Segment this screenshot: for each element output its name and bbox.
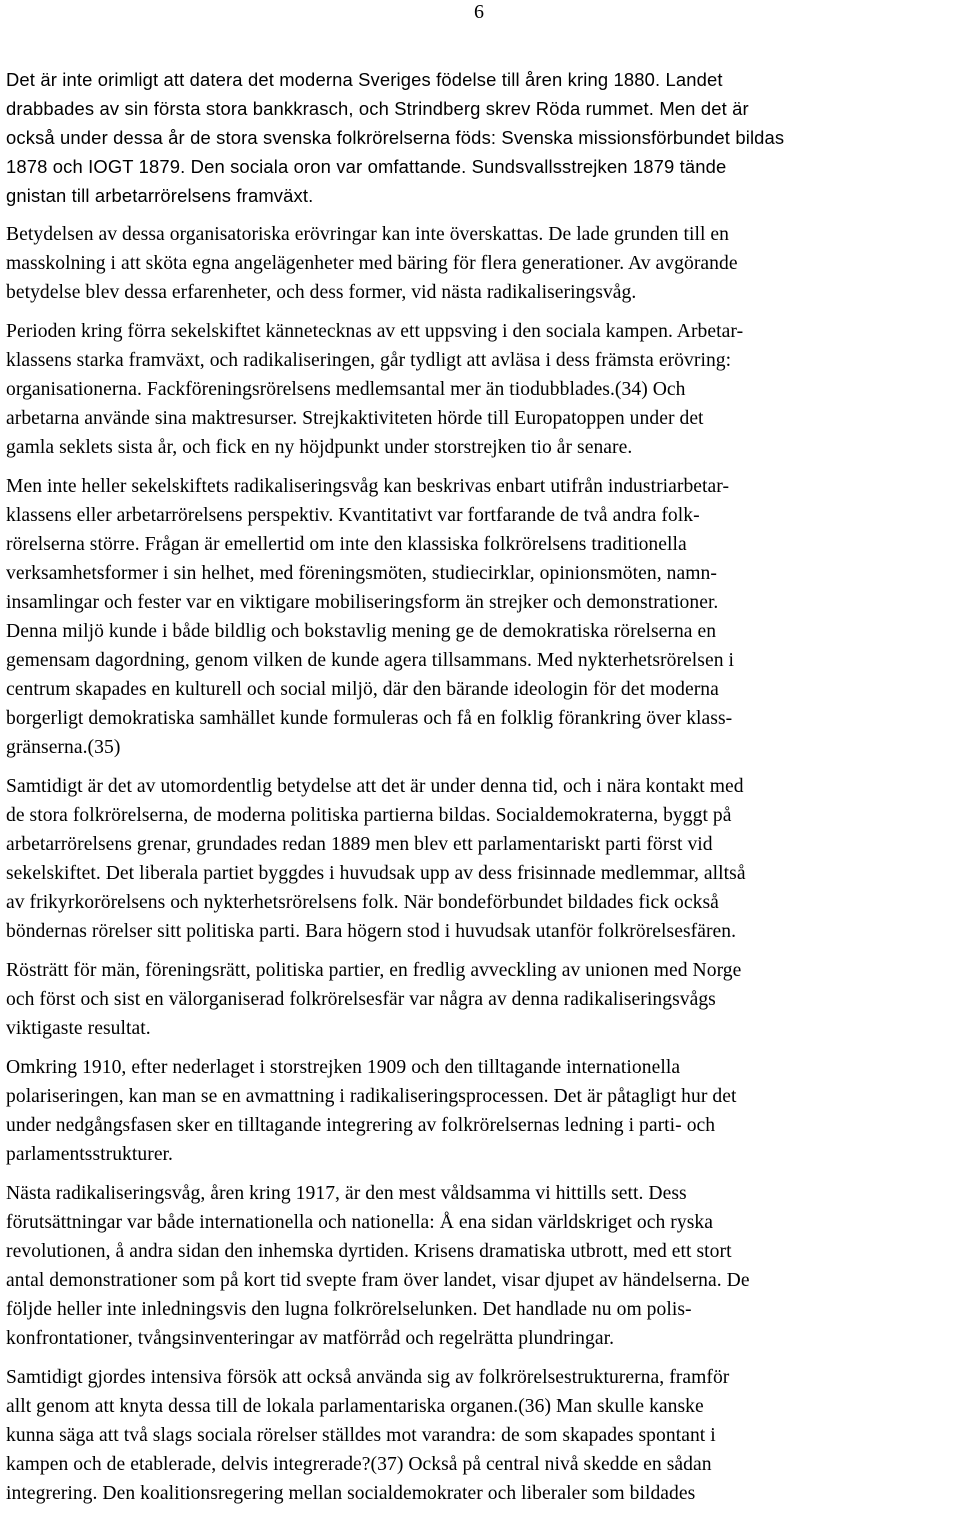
text-line: också under dessa år de stora svenska folkrörelserna föds: Svenska missionsförbundet bildas	[6, 127, 785, 148]
text-line: Rösträtt för män, föreningsrätt, politiska partier, en fredlig avveckling av unionen med Norge	[6, 960, 742, 981]
text-line: böndernas rörelser sitt politiska parti. Bara högern stod i huvudsak utanför folkrörelsesfären.	[6, 921, 737, 942]
text-line: konfrontationer, tvångsinventeringar av matförråd och regelrätta plundringar.	[6, 1328, 615, 1349]
text-line: Nästa radikaliseringsvåg, åren kring 1917, är den mest våldsamma vi hittills sett. Dess	[6, 1183, 687, 1204]
paragraph	[6, 65, 956, 210]
text-line: arbetarna använde sina maktresurser. Strejkaktiviteten hörde till Europatoppen under det	[6, 408, 704, 429]
text-line: revolutionen, å andra sidan den inhemska dyrtiden. Krisens dramatiska utbrott, med ett stort	[6, 1241, 732, 1262]
text-line: rörelserna större. Frågan är emellertid om inte den klassiska folkrörelsens traditionella	[6, 534, 687, 555]
text-line: av frikyrkorörelsens och nykterhetsrörelsens folk. När bondeförbundet bildades fick också	[6, 892, 719, 913]
text-line: 1878 och IOGT 1879. Den sociala oron var omfattande. Sundsvallsstrejken 1879 tände	[6, 156, 727, 177]
text-line: organisationerna. Fackföreningsrörelsens medlemsantal mer än tiodubblades.(34) Och	[6, 379, 686, 400]
text-line: under nedgångsfasen sker en tilltagande integrering av folkrörelsernas ledning i parti- och	[6, 1115, 716, 1136]
text-line: gemensam dagordning, genom vilken de kunde agera tillsammans. Med nykterhetsrörelsen i	[6, 650, 734, 671]
text-line: gränserna.(35)	[6, 737, 121, 758]
text-line: borgerligt demokratiska samhället kunde formuleras och få en folklig förankring över klass-	[6, 708, 733, 729]
text-line: viktigaste resultat.	[6, 1018, 151, 1039]
text-line: Samtidigt är det av utomordentlig betydelse att det är under denna tid, och i nära kontakt med	[6, 776, 744, 797]
text-line: insamlingar och fester var en viktigare mobiliseringsform än strejker och demonstrationer.	[6, 592, 719, 613]
paragraph	[6, 317, 956, 462]
text-line: följde heller inte inledningsvis den lugna folkrörelselunken. Det handlade nu om polis-	[6, 1299, 692, 1320]
text-line: Denna miljö kunde i både bildlig och bokstavlig mening ge de demokratiska rörelserna en	[6, 621, 717, 642]
paragraph	[6, 220, 956, 307]
text-line: masskolning i att sköta egna angelägenheter med bäring för flera generationer. Av avgörande	[6, 253, 738, 274]
paragraph	[6, 1179, 956, 1353]
paragraph	[6, 472, 956, 762]
text-line: Men inte heller sekelskiftets radikaliseringsvåg kan beskrivas enbart utifrån industriarbetar-	[6, 476, 730, 497]
text-line: Omkring 1910, efter nederlaget i storstrejken 1909 och den tilltagande internationella	[6, 1057, 681, 1078]
text-line: Samtidigt gjordes intensiva försök att också använda sig av folkrörelsestrukturerna, framför	[6, 1367, 730, 1388]
text-line: allt genom att knyta dessa till de lokala parlamentariska organen.(36) Man skulle kanske	[6, 1396, 704, 1417]
text-line: gnistan till arbetarrörelsens framväxt.	[6, 185, 314, 206]
text-line: sekelskiftet. Det liberala partiet byggdes i huvudsak upp av dess frisinnade medlemmar, alltså	[6, 863, 746, 884]
paragraph	[6, 772, 956, 946]
document-body	[6, 65, 956, 1518]
text-line: Perioden kring förra sekelskiftet kännetecknas av ett uppsving i den sociala kampen. Arbetar-	[6, 321, 744, 342]
text-line: drabbades av sin första stora bankkrasch, och Strindberg skrev Röda rummet. Men det är	[6, 98, 749, 119]
text-line: kunna säga att två slags sociala rörelser ställdes mot varandra: de som skapades spontant i	[6, 1425, 716, 1446]
text-line: klassens starka framväxt, och radikaliseringen, går tydligt att avläsa i dess främsta erövring:	[6, 350, 732, 371]
text-line: och först och sist en välorganiserad folkrörelsesfär var några av denna radikaliseringsvågs	[6, 989, 716, 1010]
text-line: centrum skapades en kulturell och social miljö, där den bärande ideologin för det moderna	[6, 679, 719, 700]
text-line: polariseringen, kan man se en avmattning i radikaliseringsprocessen. Det är påtagligt hur det	[6, 1086, 737, 1107]
paragraph	[6, 1363, 956, 1508]
text-line: klassens eller arbetarrörelsens perspektiv. Kvantitativt var fortfarande de två andra folk-	[6, 505, 700, 526]
text-line: gamla seklets sista år, och fick en ny höjdpunkt under storstrejken tio år senare.	[6, 437, 633, 458]
text-line: parlamentsstrukturer.	[6, 1144, 174, 1165]
text-line: antal demonstrationer som på kort tid svepte fram över landet, visar djupet av händelserna. De	[6, 1270, 750, 1291]
text-line: förutsättningar var både internationella och nationella: Å ena sidan världskriget och ryska	[6, 1212, 713, 1233]
text-line: arbetarrörelsens grenar, grundades redan 1889 men blev ett parlamentariskt parti först vid	[6, 834, 713, 855]
text-line: Det är inte orimligt att datera det moderna Sveriges födelse till åren kring 1880. Landet	[6, 69, 723, 90]
page-number: 6	[474, 1, 484, 23]
paragraph	[6, 956, 956, 1043]
text-line: de stora folkrörelserna, de moderna politiska partierna bildas. Socialdemokraterna, byggt på	[6, 805, 732, 826]
text-line: integrering. Den koalitionsregering mellan socialdemokrater och liberaler som bildades	[6, 1483, 696, 1504]
text-line: betydelse blev dessa erfarenheter, och dess former, vid nästa radikaliseringsvåg.	[6, 282, 637, 303]
text-line: verksamhetsformer i sin helhet, med föreningsmöten, studiecirklar, opinionsmöten, namn-	[6, 563, 717, 584]
paragraph	[6, 1053, 956, 1169]
text-line: kampen och de etablerade, delvis integrerade?(37) Också på central nivå skedde en sådan	[6, 1454, 712, 1475]
text-line: Betydelsen av dessa organisatoriska erövringar kan inte överskattas. De lade grunden till en	[6, 224, 729, 245]
